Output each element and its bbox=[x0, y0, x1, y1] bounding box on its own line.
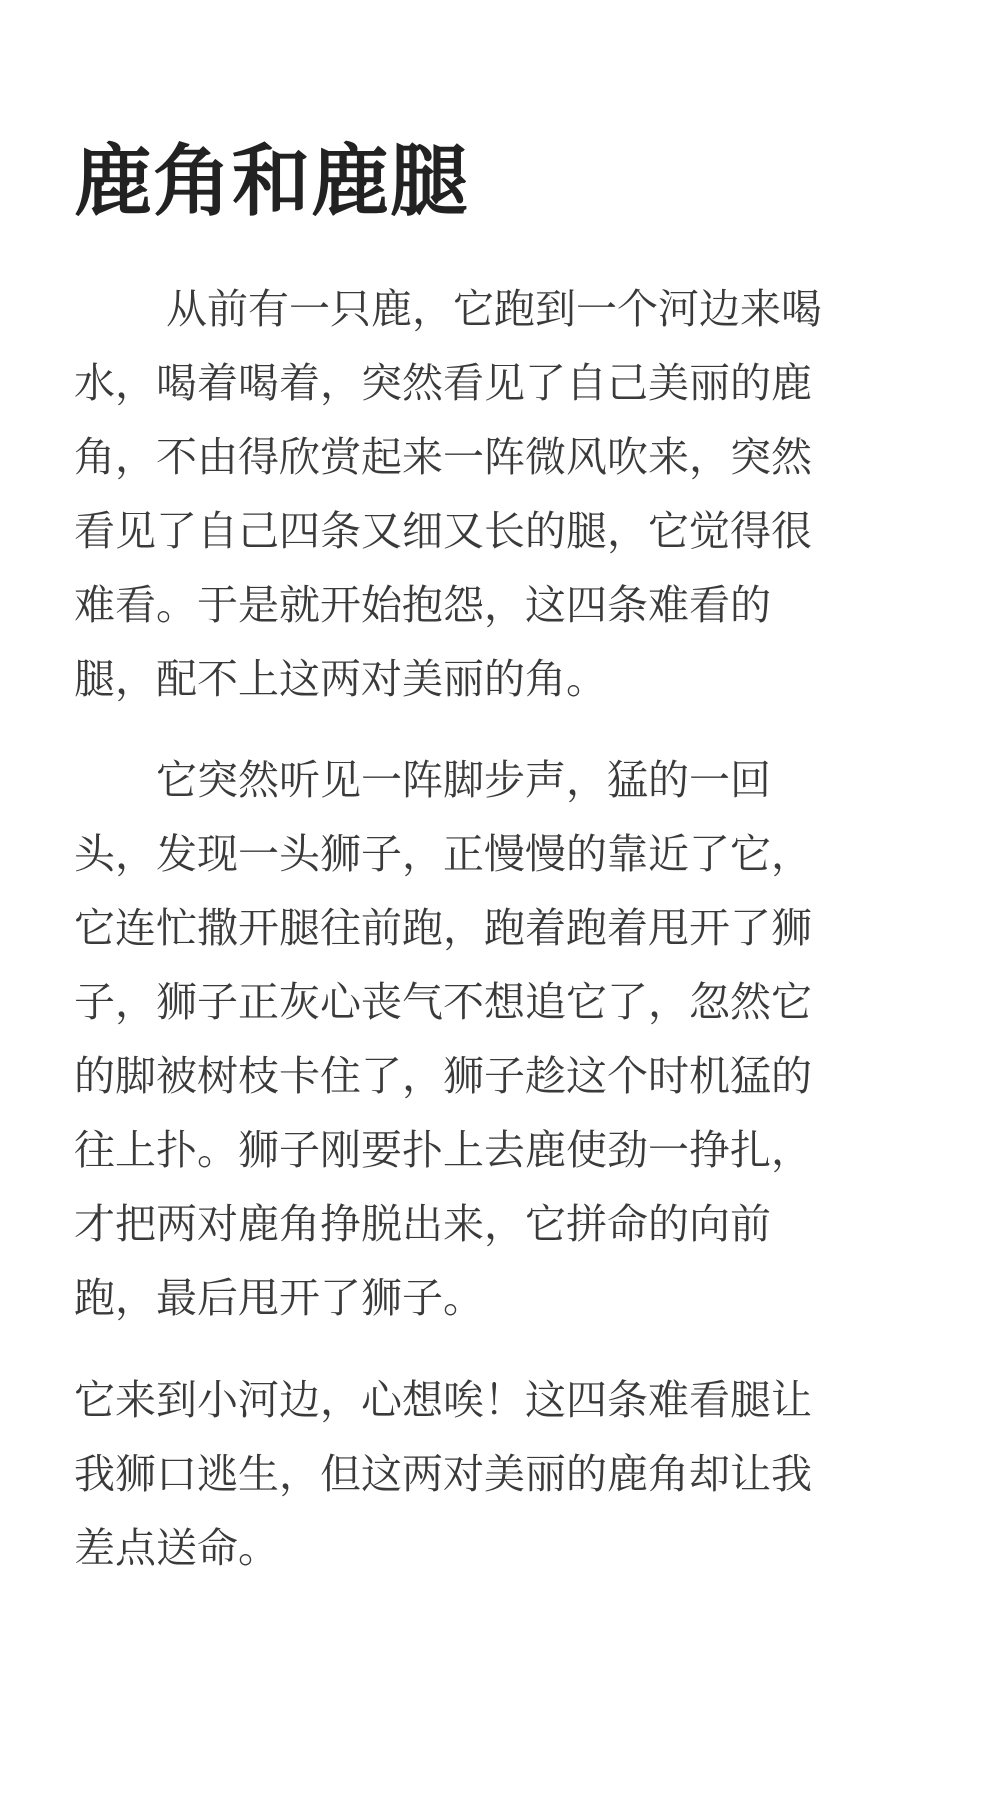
paragraph-line: 角，不由得欣赏起来一阵微风吹来，突然 bbox=[74, 433, 812, 481]
article-title: 鹿角和鹿腿 bbox=[74, 137, 470, 227]
paragraph-line: 跑，最后甩开了狮子。 bbox=[74, 1274, 484, 1322]
paragraph-line: 头，发现一头狮子，正慢慢的靠近了它， bbox=[74, 830, 812, 878]
paragraph-line: 从前有一只鹿，它跑到一个河边来喝 bbox=[166, 285, 822, 333]
paragraph-line: 子，狮子正灰心丧气不想追它了，忽然它 bbox=[74, 978, 812, 1026]
paragraph-line: 差点送命。 bbox=[74, 1524, 279, 1572]
paragraph-3 bbox=[74, 1363, 916, 1585]
paragraph-line: 水，喝着喝着，突然看见了自己美丽的鹿 bbox=[74, 359, 812, 407]
paragraph-line: 我狮口逃生，但这两对美丽的鹿角却让我 bbox=[74, 1450, 812, 1498]
paragraph-line: 往上扑。狮子刚要扑上去鹿使劲一挣扎， bbox=[74, 1126, 812, 1174]
paragraph-2 bbox=[74, 743, 916, 1335]
paragraph-line: 难看。于是就开始抱怨，这四条难看的 bbox=[74, 581, 771, 629]
paragraph-line: 腿，配不上这两对美丽的角。 bbox=[74, 655, 607, 703]
paragraph-line: 看见了自己四条又细又长的腿，它觉得很 bbox=[74, 507, 812, 555]
paragraph-line: 它来到小河边，心想唉！这四条难看腿让 bbox=[74, 1376, 812, 1424]
paragraph-1 bbox=[74, 272, 916, 716]
paragraph-line: 它连忙撒开腿往前跑，跑着跑着甩开了狮 bbox=[74, 904, 812, 952]
paragraph-line: 它突然听见一阵脚步声，猛的一回 bbox=[156, 756, 771, 804]
paragraph-line: 的脚被树枝卡住了，狮子趁这个时机猛的 bbox=[74, 1052, 812, 1100]
paragraph-line: 才把两对鹿角挣脱出来，它拼命的向前 bbox=[74, 1200, 771, 1248]
